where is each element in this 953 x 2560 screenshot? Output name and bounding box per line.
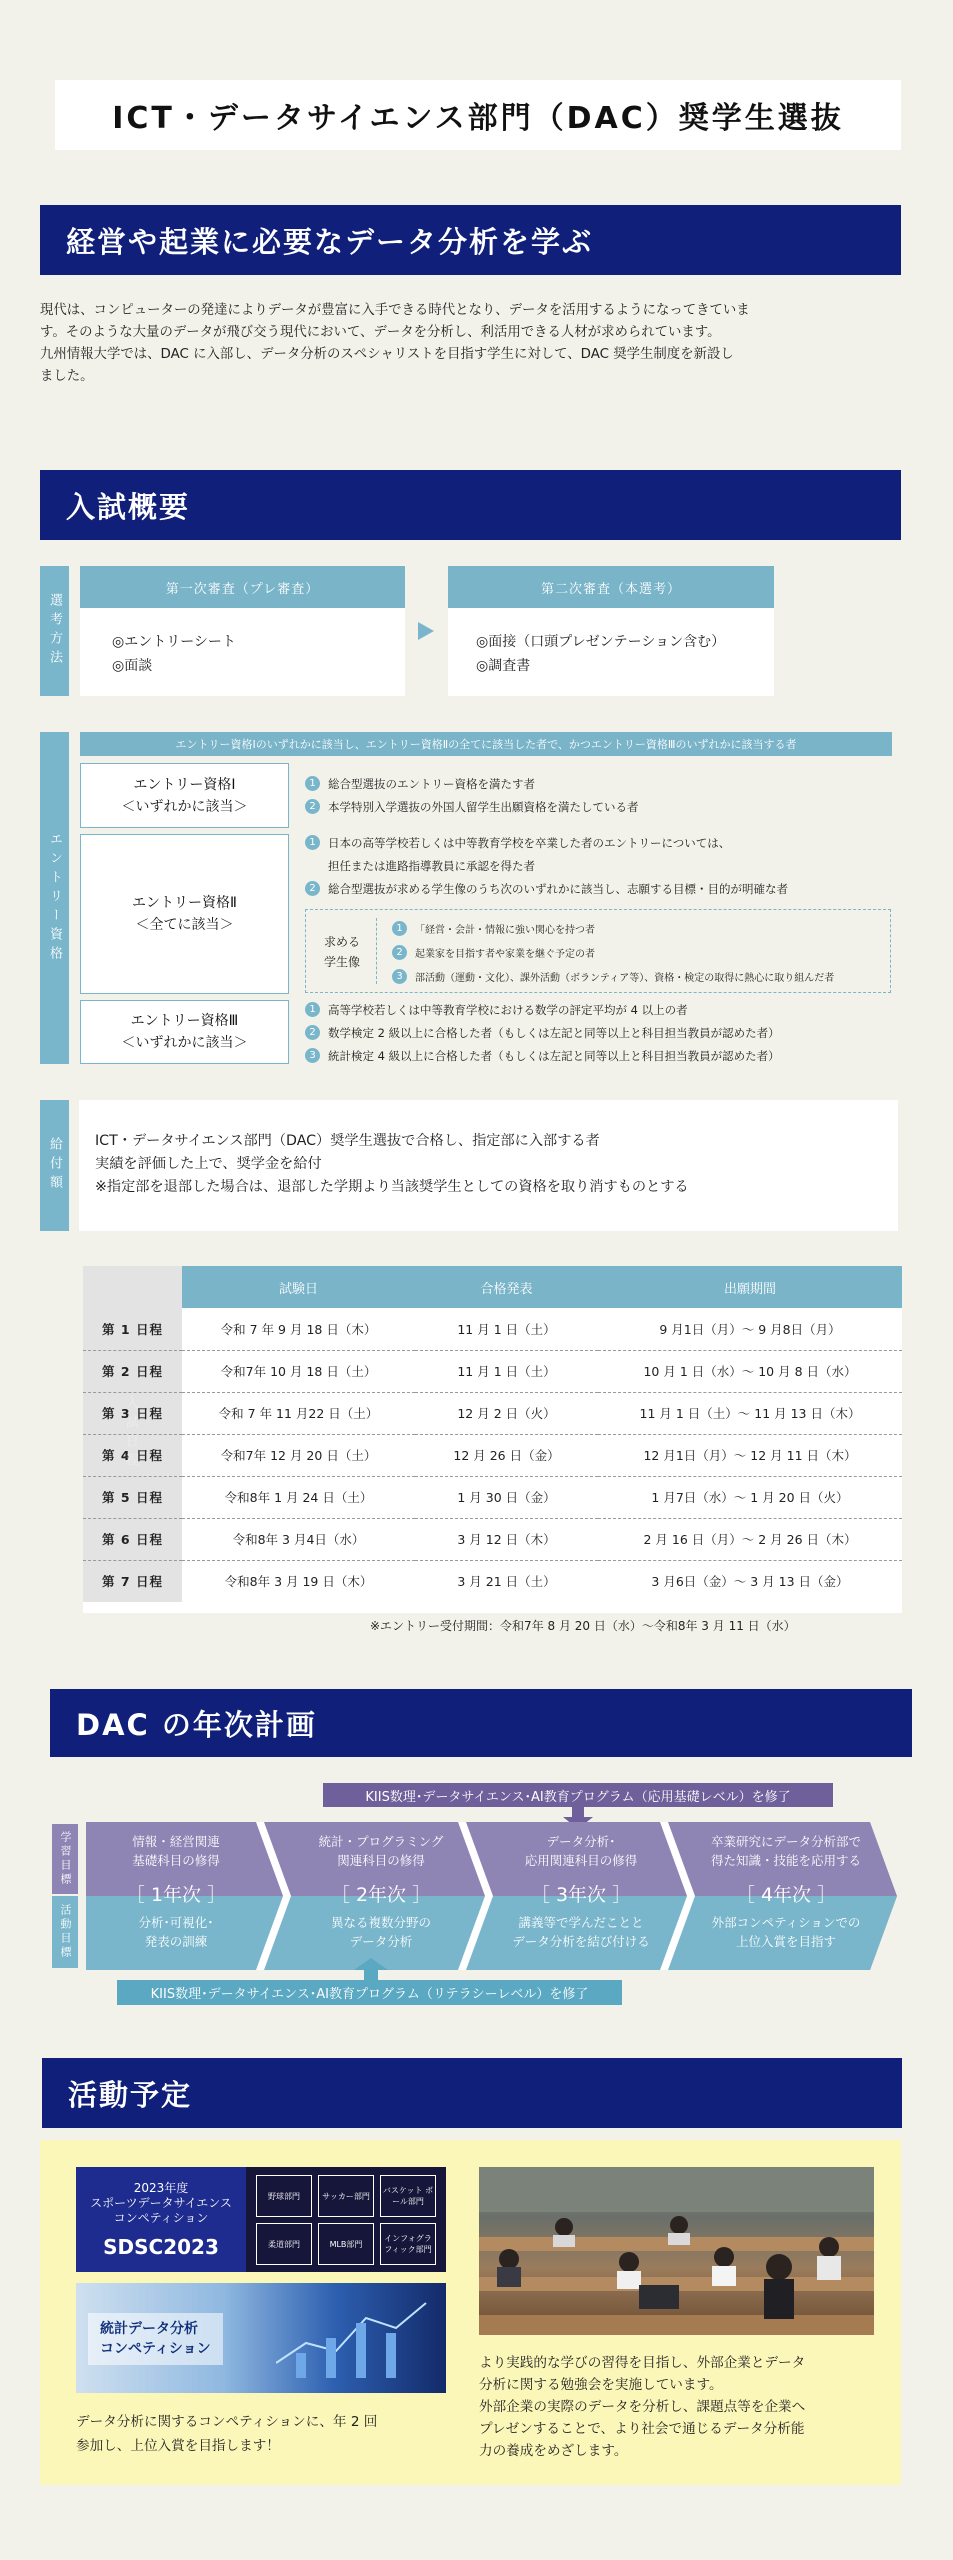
ideal-label-line: 求める xyxy=(324,935,361,949)
classroom-scene-icon xyxy=(479,2167,874,2335)
number-badge: 2 xyxy=(305,1025,320,1040)
schedule-row: 第 5 日程 令和8年 1 月 24 日（土） 1 月 30 日（金） 1 月7日（水）～ 1 月 20 日（火） xyxy=(83,1476,902,1518)
payment-label: 給付額 xyxy=(40,1100,69,1231)
year2-label: ［ 2年次 ］ xyxy=(330,1884,432,1906)
payment-line: 実績を評価した上で、奨学金を給付 xyxy=(95,1156,322,1172)
q2-name: エントリー資格Ⅱ xyxy=(132,895,237,911)
q3-item: 統計検定 4 級以上に合格した者（もしくは左記と同等以上と科目担当教員が認めた者） xyxy=(328,1048,780,1063)
sdsc-name: SDSC2023 xyxy=(103,2235,219,2259)
ideal-label-line: 学生像 xyxy=(324,955,361,969)
dept-cell: 柔道部門 xyxy=(256,2223,312,2265)
schedule-corner xyxy=(83,1266,182,1308)
q2-cond: ＜全てに該当＞ xyxy=(135,917,234,933)
intro-line: ました。 xyxy=(40,369,94,384)
schedule-row: 第 6 日程 令和8年 3 月4日（水） 3 月 12 日（木） 2 月 16 日（月）～ 2 月 26 日（木） xyxy=(83,1518,902,1560)
schedule-row: 第 1 日程 令和 7 年 9 月 18 日（木） 11 月 1 日（土） 9 月1日（月）～ 9 月8日（月） xyxy=(83,1308,902,1350)
intro-line: 現代は、コンピューターの発達によりデータが豊富に入手できる時代となり、データを活用するようになってきていま xyxy=(40,303,750,318)
qualification-3 xyxy=(80,1000,289,1064)
schedule-table xyxy=(83,1266,902,1613)
payment-box xyxy=(79,1100,898,1231)
dept-cell: インフォグラ フィック部門 xyxy=(380,2223,436,2265)
year4-label: ［ 4年次 ］ xyxy=(735,1884,837,1906)
year2-goal: 統計・プログラミング 関連科目の修得 xyxy=(318,1834,444,1868)
schedule-header: 試験日 xyxy=(182,1266,415,1308)
sdsc-departments xyxy=(256,2175,436,2265)
ideal-student-box xyxy=(305,909,891,993)
ideal-item: 「経営・会計・情報に強い関心を持つ者 xyxy=(415,924,595,936)
schedule-label: 入試日程 xyxy=(123,1396,138,1472)
year4-goal: 卒業研究にデータ分析部で 得た知識・技能を応用する xyxy=(710,1834,861,1868)
number-badge: 1 xyxy=(305,835,320,850)
stage2-box xyxy=(448,608,774,696)
bottom-program-banner: KIIS数理･データサイエンス･AI教育プログラム（リテラシーレベル）を修了 xyxy=(117,1980,622,2005)
number-badge: 1 xyxy=(305,776,320,791)
section-heading-learn: 経営や起業に必要なデータ分析を学ぶ xyxy=(40,205,901,275)
schedule-row: 第 2 日程 令和7年 10 月 18 日（土） 11 月 1 日（土） 10 月 1 日（水）～ 10 月 8 日（水） xyxy=(83,1350,902,1392)
number-badge: 1 xyxy=(305,1002,320,1017)
section-heading-plan: DAC の年次計画 xyxy=(50,1689,912,1757)
stat-title: 統計データ分析 コンペティション xyxy=(88,2313,223,2365)
q2-item: 日本の高等学校若しくは中等教育学校を卒業した者のエントリーについては、 xyxy=(328,835,731,850)
ideal-item: 起業家を目指す者や家業を継ぐ予定の者 xyxy=(415,948,595,960)
top-program-banner: KIIS数理･データサイエンス･AI教育プログラム（応用基礎レベル）を修了 xyxy=(323,1783,833,1807)
number-badge: 2 xyxy=(305,881,320,896)
year1-goal: 情報・経営関連 基礎科目の修得 xyxy=(132,1834,220,1868)
qualification-2 xyxy=(80,834,289,994)
right-activity-text: より実践的な学びの習得を目指し、外部企業とデータ 分析に関する勉強会を実施しています。 外部企業の実際のデータを分析し、課題点等を企業へ プレゼンすることで、より社会で通じるデータ分析能 力の養成をめざします。 xyxy=(479,2355,806,2459)
intro-line: す。そのような大量のデータが飛び交う現代において、データを分析し、利活用できる人材が求められています。 xyxy=(40,325,721,340)
dept-cell: バスケット ボール部門 xyxy=(380,2175,436,2217)
schedule-header: 出願期間 xyxy=(598,1266,902,1308)
method-label: 選考方法 xyxy=(40,566,69,696)
stage2-item: ◎調査書 xyxy=(476,658,531,674)
number-badge: 3 xyxy=(392,969,407,984)
schedule-row: 第 7 日程 令和8年 3 月 19 日（木） 3 月 21 日（土） 3 月6日（金）～ 3 月 13 日（金） xyxy=(83,1560,902,1602)
year3-activity: 講義等で学んだことと データ分析を結び付ける xyxy=(512,1915,650,1949)
dept-cell: MLB部門 xyxy=(318,2223,374,2265)
stage2-title: 第二次審査（本選考） xyxy=(448,566,774,608)
q3-name: エントリー資格Ⅲ xyxy=(130,1013,239,1029)
dept-cell: 野球部門 xyxy=(256,2175,312,2217)
ideal-item: 部活動（運動・文化）、課外活動（ボランティア等）、資格・検定の取得に熱心に取り組んだ者 xyxy=(415,972,835,984)
q3-list xyxy=(305,998,780,1067)
number-badge: 2 xyxy=(305,799,320,814)
payment-line: ICT・データサイエンス部門（DAC）奨学生選抜で合格し、指定部に入部する者 xyxy=(95,1133,600,1149)
q3-item: 数学検定 2 級以上に合格した者（もしくは左記と同等以上と科目担当教員が認めた者） xyxy=(328,1025,780,1040)
q2-item: 担任または進路指導教員に承認を得た者 xyxy=(328,858,535,873)
sdsc-title: 2023年度 スポーツデータサイエンス コンペティション xyxy=(90,2181,232,2225)
q2-item: 総合型選抜が求める学生像のうち次のいずれかに該当し、志願する目標・目的が明確な者 xyxy=(328,881,788,896)
stage1-box xyxy=(80,608,405,696)
number-badge: 2 xyxy=(392,945,407,960)
q1-item: 本学特別入学選抜の外国人留学生出願資格を満たしている者 xyxy=(328,799,639,814)
entry-note: エントリー資格Ⅰのいずれかに該当し、エントリー資格Ⅱの全てに該当した者で、かつエントリー資格Ⅲのいずれかに該当する者 xyxy=(80,732,892,756)
sdsc-banner xyxy=(76,2167,446,2272)
arrow-right-icon xyxy=(418,622,434,640)
q1-name: エントリー資格Ⅰ xyxy=(133,776,236,793)
classroom-photo xyxy=(479,2167,874,2335)
year4-activity: 外部コンペティションでの 上位入賞を目指す xyxy=(711,1915,861,1949)
goal-label: 学習目標 xyxy=(52,1824,78,1894)
qualification-1 xyxy=(80,763,289,828)
schedule-header: 合格発表 xyxy=(415,1266,598,1308)
q1-list xyxy=(305,772,639,818)
arrow-up-icon xyxy=(354,1958,388,1980)
number-badge: 3 xyxy=(305,1048,320,1063)
data-graph-icon xyxy=(276,2293,436,2383)
left-activity-text: データ分析に関するコンペティションに、年 2 回 参加し、上位入賞を目指します！ xyxy=(76,2414,378,2454)
intro-text xyxy=(40,300,910,388)
year1-activity: 分析･可視化･ 発表の訓練 xyxy=(138,1915,214,1949)
stage1-item: ◎面談 xyxy=(112,658,153,674)
dept-cell: サッカー部門 xyxy=(318,2175,374,2217)
page-title: ICT・データサイエンス部門（DAC）奨学生選抜 xyxy=(55,80,901,150)
number-badge: 1 xyxy=(392,921,407,936)
year3-goal: データ分析･ 応用関連科目の修得 xyxy=(524,1834,638,1868)
section-heading-exam: 入試概要 xyxy=(40,470,901,540)
intro-line: 九州情報大学では、DAC に入部し、データ分析のスペシャリストを目指す学生に対して、DAC 奨学生制度を新設し xyxy=(40,347,734,362)
q1-cond: ＜いずれかに該当＞ xyxy=(121,798,248,815)
q2-list xyxy=(305,831,788,900)
entry-label: エントリー資格 xyxy=(40,732,69,1064)
year3-label: ［ 3年次 ］ xyxy=(530,1884,632,1906)
year1-label: ［ 1年次 ］ xyxy=(125,1884,227,1906)
ideal-list xyxy=(392,916,834,988)
q1-item: 総合型選抜のエントリー資格を満たす者 xyxy=(328,776,535,791)
q3-cond: ＜いずれかに該当＞ xyxy=(121,1035,248,1051)
q3-item: 高等学校若しくは中等教育学校における数学の評定平均が 4 以上の者 xyxy=(328,1002,688,1017)
section-heading-activity: 活動予定 xyxy=(42,2058,902,2128)
schedule-note: ※エントリー受付期間：令和7年 8 月 20 日（水）～令和8年 3 月 11 日（水） xyxy=(370,1619,796,1633)
year2-activity: 異なる複数分野の データ分析 xyxy=(330,1915,431,1949)
stat-banner xyxy=(76,2283,446,2393)
schedule-row: 第 4 日程 令和7年 12 月 20 日（土） 12 月 26 日（金） 12 月1日（月）～ 12 月 11 日（木） xyxy=(83,1434,902,1476)
payment-line: ※指定部を退部した場合は、退部した学期より当該奨学生としての資格を取り消すものとする xyxy=(95,1179,689,1195)
stage1-title: 第一次審査（プレ審査） xyxy=(80,566,405,608)
stage2-item: ◎面接（口頭プレゼンテーション含む） xyxy=(476,634,726,650)
schedule-row: 第 3 日程 令和 7 年 11 月22 日（土） 12 月 2 日（火） 11 月 1 日（土）～ 11 月 13 日（木） xyxy=(83,1392,902,1434)
activity-label: 活動目標 xyxy=(52,1896,78,1968)
stage1-item: ◎エントリーシート xyxy=(112,634,236,650)
ideal-label xyxy=(324,932,360,972)
